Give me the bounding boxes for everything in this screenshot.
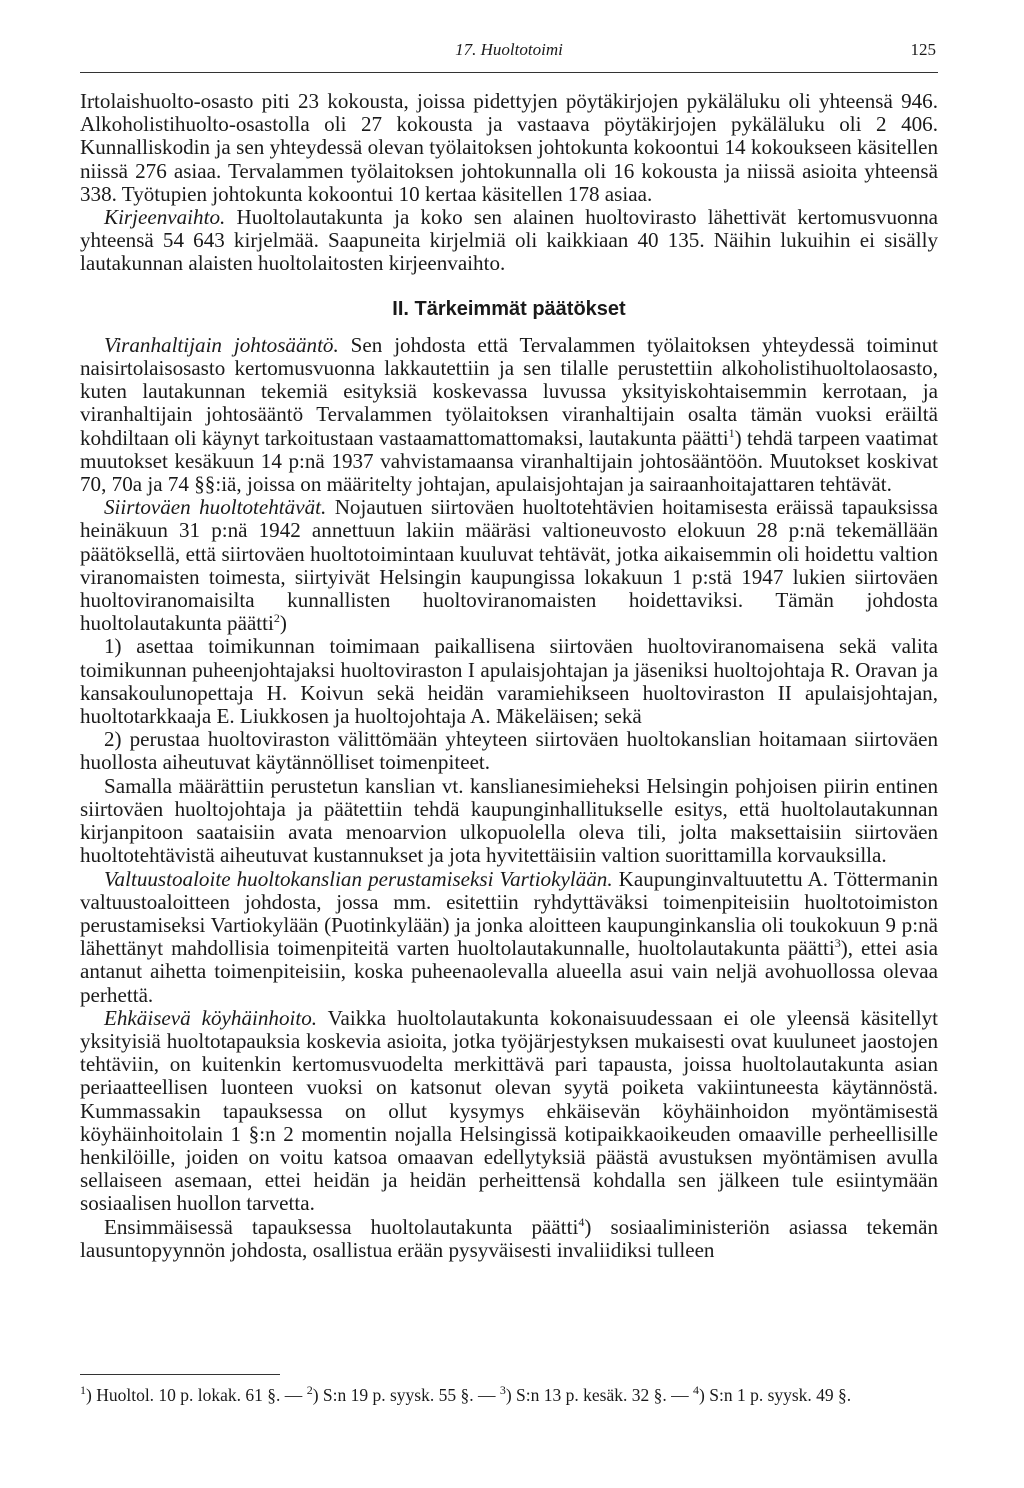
page-header	[80, 38, 938, 73]
footnote-ref: 2	[273, 611, 280, 626]
paragraph-first-case: Ensimmäisessä tapauksessa huoltolautakunta päätti$^4$) sosiaaliministeriön asiassa tekemän lausuntopyynnön johdosta, osallistua erään pysyväisesti invaliidiksi tulleen	[80, 1214, 938, 1262]
footnote-ref: 4	[578, 1214, 585, 1229]
paragraph-initiative: Valtuustoaloite huoltokanslian perustamiseksi Vartiokylään. Kaupunginvaltuutettu A. Töttermanin valtuustoaloitteen johdosta, jossa mm. esitettiin ryhdyttäväksi toimenpiteisiin huoltotoimiston perustamiseksi Vartiokylään (Puotinkylään) ja jonka aloitteen kaupunginkanslia oli toukokuun 9 p:nä lähettänyt mahdollisia toimenpiteitä varten huoltolautakunnalle, huoltolautakunta päätti$^3$), ettei asia antanut aihetta toimenpiteisiin, koska puheenaolevalla alueella asui vain neljä avohuollossa olevaa perhettä.	[80, 866, 938, 1007]
paragraph-regulations: Viranhaltijain johtosääntö. Sen johdosta että Tervalammen työlaitoksen yhteydessä toiminut naisirtolaisosasto kertomusvuonna lakkautettiin ja sen tilalle perustettiin alkoholistihuoltolaosasto, kuten lautakunnan tekemiä esityksiä koskevassa luvussa yksityiskohtaisemmin kerrotaan, ja viranhaltijain johtosääntö Tervalammen työlaitoksen viranhaltijain osalta tämän vuoksi eräiltä kohdiltaan oli käynyt tarkoitustaan vastaamattomattomaksi, lautakunta päätti$^1$) tehdä tarpeen vaatimat muutokset kesäkuun 14 p:nä 1937 vahvistamaansa viranhaltijain johtosääntöön. Muutokset koskivat 70, 70a ja 74 §§:iä, joissa on määritelty johtajan, apulaisjohtajan ja sairaanhoitajattaren tehtävät.	[80, 332, 938, 497]
running-head: 17. Huoltotoimi	[455, 40, 563, 59]
section-heading: II. Tärkeimmät päätökset	[392, 297, 626, 320]
page-number: 125	[910, 40, 936, 59]
paragraph-correspondence: Kirjeenvaihto. Huoltolautakunta ja koko sen alainen huoltovirasto lähettivät kertomusvuonna yhteensä 54 643 kirjelmää. Saapuneita kirjelmiä oli kaikkiaan 40 135. Näihin lukuihin ei sisälly lautakunnan alaisten huoltolaitosten kirjeenvaihto.	[80, 205, 938, 276]
list-item: 1) asettaa toimikunnan toimimaan paikallisena siirtoväen huoltoviranomaisena sekä valita toimikunnan puheenjohtajaksi huoltoviraston I apulaisjohtajan ja jäseniksi huoltojohtaja R. Oravan ja kansakoulunopettaja H. Koivun sekä heidän varamiehikseen huoltoviraston II apulaisjohtajan, huoltotarkkaaja E. Liukkosen ja huoltojohtaja A. Mäkeläisen; sekä	[80, 634, 938, 729]
list-item: 2) perustaa huoltoviraston välittömään yhteyteen siirtoväen huoltokanslian hoitamaan siirtoväen huollosta aiheutuvat käytännölliset toimenpiteet.	[80, 727, 938, 775]
footnote-number: 3	[499, 1383, 506, 1398]
paragraph-evacuees: Siirtoväen huoltotehtävät. Nojautuen siirtoväen huoltotehtävien hoitamisesta eräissä tapauksissa heinäkuun 31 p:nä 1942 annettuun lakiin määräsi valtioneuvosto elokuun 28 p:nä tekemällään päätöksellä, että siirtoväen huoltotoimintaan kuuluvat tehtävät, jotka aikaisemmin oli hoidettu valtion viranomaisten toimesta, siirtyivät Helsingin kaupungissa lokakuun 1 p:stä 1947 lukien siirtoväen huoltoviranomaisilta kunnallisten huoltoviranomaisten hoidettaviksi. Tämän johdosta huoltolautakunta päätti$^2$)	[80, 495, 938, 636]
footnote-text: ) S:n 13 p. kesäk. 32 §. —	[505, 1385, 694, 1405]
footnote-ref: 1	[728, 425, 735, 440]
footnote-ref: 3	[834, 936, 841, 951]
paragraph-office: Samalla määrättiin perustetun kanslian vt. kanslianesimieheksi Helsingin pohjoisen piirin entinen siirtoväen huoltojohtaja ja päätettiin tehdä kaupunginhallitukselle esitys, että huoltolautakunnan kirjanpitoon saataisiin avata menoarvion ulkopuolella oleva tili, jolta maksettaisiin siirtoväen huoltotehtävistä aiheutuvat kustannukset ja jota hyvitettäisiin valtion suorittamilla korvauksilla.	[80, 773, 938, 868]
paragraph-title: Viranhaltijain johtosääntö.	[104, 332, 339, 357]
paragraph-title: Kirjeenvaihto.	[104, 205, 226, 230]
footnotes	[80, 1384, 938, 1406]
footnote-number: 4	[693, 1383, 700, 1398]
footnote-divider	[80, 1374, 280, 1375]
footnote-text: ) Huoltol. 10 p. lokak. 61 §. —	[86, 1385, 307, 1405]
paragraph-title: Valtuustoaloite huoltokanslian perustamiseksi Vartiokylään.	[104, 866, 613, 891]
paragraph-title: Ehkäisevä köyhäinhoito.	[104, 1005, 318, 1030]
body-text	[80, 90, 938, 1262]
footnote-number: 2	[306, 1383, 313, 1398]
paragraph-title: Siirtoväen huoltotehtävät.	[104, 495, 327, 520]
paragraph-meetings: Irtolaishuolto-osasto piti 23 kokousta, joissa pidettyjen pöytäkirjojen pykäläluku oli yhteensä 946. Alkoholistihuolto-osastolla oli 27 kokousta ja vastaava pöytäkirjojen pykäläluku oli 2 406. Kunnalliskodin ja sen yhteydessä olevan työlaitoksen johtokunta kokoontui 14 kokoukseen käsitellen niissä 276 asiaa. Tervalammen työlaitoksen johtokunnalla oli 16 kokousta ja niissä asioita yhteensä 338. Työtupien johtokunta kokoontui 10 kertaa käsitellen 178 asiaa.	[80, 89, 938, 206]
footnote-number: 1	[80, 1383, 86, 1398]
paragraph-preventive: Ehkäisevä köyhäinhoito. Vaikka huoltolautakunta kokonaisuudessaan ei ole yleensä käsitellyt yksityisiä huoltotapauksia koskevia asioita, jotka työjärjestyksen mukaisesti ovat kuuluneet jaostojen tehtäviin, on kuitenkin kertomusvuodelta merkittävä pari tapausta, joissa huoltolautakunta asian periaatteellisen luonteen vuoksi on katsonut olevan syytä poiketa vakiintuneesta käytännöstä. Kummassakin tapauksessa on ollut kysymys ehkäisevän köyhäinhoidon myöntämisestä köyhäinhoitolain 1 §:n 2 momentin nojalla Helsingissä kotipaikkaoikeuden omaaville perheellisille henkilöille, joiden on voitu katsoa omaavan edellytyksiä päästä avustuksen myöntämisen avulla sellaiseen asemaan, ettei heidän ja heidän perheittensä kohdalla sen jälkeen tule esiintymään sosiaalisen huollon tarvetta.	[80, 1005, 938, 1216]
footnote-text: ) S:n 1 p. syysk. 49 §.	[699, 1385, 852, 1405]
footnote-text: ) S:n 19 p. syysk. 55 §. —	[312, 1385, 500, 1405]
